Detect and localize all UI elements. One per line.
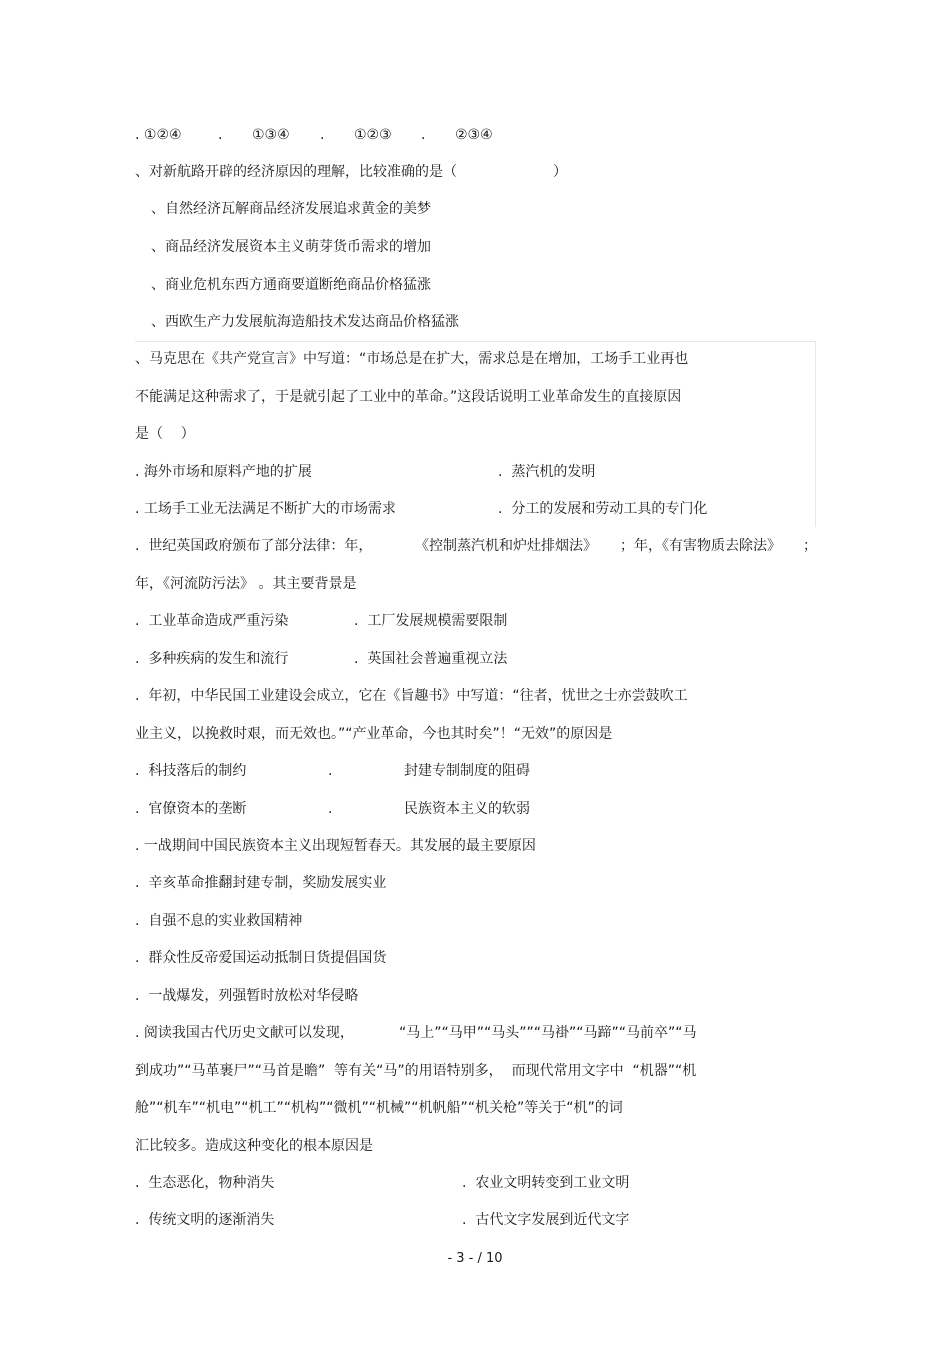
question-text: ；年，《有害物质去除法》	[620, 538, 781, 554]
question-stem: 、对新航路开辟的经济原因的理解，比较准确的是（	[135, 164, 457, 180]
answer-option: . 分工的发展和劳动工具的专门化	[498, 501, 708, 517]
answer-option: . 工厂发展规模需要限制	[354, 613, 508, 629]
option-dot: .	[320, 127, 325, 143]
question-text: ；	[803, 538, 817, 554]
question-text: 业主义，以挽救时艰，而无效也。”“产业革命，今也其时矣”！“无效”的原因是	[135, 726, 613, 742]
answer-option: . 工业革命造成严重污染	[135, 613, 289, 629]
option-dot: .	[328, 763, 333, 779]
answer-option: . 海外市场和原料产地的扩展	[135, 464, 312, 480]
answer-option: 、西欧生产力发展航海造船技术发达商品价格猛涨	[151, 314, 459, 330]
question-text: “马上”“马甲”“马头””“马褂”“马蹄”“马前卒”“马	[399, 1025, 697, 1041]
answer-option: 民族资本主义的软弱	[404, 801, 530, 817]
option-dot: .	[328, 801, 333, 817]
answer-option: . 农业文明转变到工业文明	[462, 1175, 630, 1191]
answer-option: 封建专制制度的阻碍	[404, 763, 530, 779]
question-text: 舱”“机车”“机电”“机工”“机构”“微机”“机械”“机帆船”“机关枪”等关于“机”的词	[135, 1100, 623, 1116]
frame-line-top	[135, 341, 815, 342]
question-text: . 阅读我国古代历史文献可以发现，	[135, 1025, 354, 1041]
question-text: 汇比较多。造成这种变化的根本原因是	[135, 1138, 373, 1154]
answer-option: 、商品经济发展资本主义萌芽货币需求的增加	[151, 239, 431, 255]
answer-option: 、自然经济瓦解商品经济发展追求黄金的美梦	[151, 201, 431, 217]
question-paren: ）	[553, 164, 567, 180]
answer-option: . 蒸汽机的发明	[498, 464, 596, 480]
answer-option: . 生态恶化，物种消失	[135, 1175, 275, 1191]
answer-option: . 一战爆发，列强暂时放松对华侵略	[135, 988, 359, 1004]
answer-option: . 官僚资本的垄断	[135, 801, 247, 817]
question-text: . 一战期间中国民族资本主义出现短暂春天。其发展的最主要原因	[135, 838, 536, 854]
answer-option: . 英国社会普遍重视立法	[354, 651, 508, 667]
option-b: ①③④	[252, 127, 290, 143]
question-text: 是（ ）	[135, 426, 195, 442]
option-c: ①②③	[354, 127, 392, 143]
question-text: . 世纪英国政府颁布了部分法律：年，	[135, 538, 373, 554]
question-text: 不能满足这种需求了，于是就引起了工业中的革命。”这段话说明工业革命发生的直接原因	[135, 389, 682, 405]
question-text: 《控制蒸汽机和炉灶排烟法》	[415, 538, 597, 554]
question-text: 年，《河流防污法》 。其主要背景是	[135, 576, 357, 592]
answer-option: . 辛亥革命推翻封建专制，奖励发展实业	[135, 875, 387, 891]
answer-option: 、商业危机东西方通商要道断绝商品价格猛涨	[151, 277, 431, 293]
answer-option: . 传统文明的逐渐消失	[135, 1212, 275, 1228]
answer-option: . 多种疾病的发生和流行	[135, 651, 289, 667]
option-dot: .	[421, 127, 426, 143]
option-dot: .	[218, 127, 223, 143]
answer-option: . 工场手工业无法满足不断扩大的市场需求	[135, 501, 396, 517]
page-number: - 3 - / 10	[447, 1251, 503, 1266]
option-a: . ①②④	[135, 127, 182, 143]
answer-option: . 自强不息的实业救国精神	[135, 913, 303, 929]
question-text: 、马克思在《共产党宣言》中写道：“市场总是在扩大，需求总是在增加，工场手工业再也	[135, 351, 689, 367]
answer-option: . 古代文字发展到近代文字	[462, 1212, 630, 1228]
answer-option: . 科技落后的制约	[135, 763, 247, 779]
answer-option: . 群众性反帝爱国运动抵制日货提倡国货	[135, 950, 387, 966]
option-d: ②③④	[455, 127, 493, 143]
question-text: 到成功”“马革裹尸”“马首是瞻” 等有关“马”的用语特别多， 而现代常用文字中 “机器”“机	[135, 1063, 697, 1079]
frame-line-right	[815, 341, 816, 527]
question-text: . 年初，中华民国工业建设会成立，它在《旨趣书》中写道：“往者，忧世之士亦尝鼓吹工	[135, 688, 688, 704]
option-row	[135, 126, 182, 144]
